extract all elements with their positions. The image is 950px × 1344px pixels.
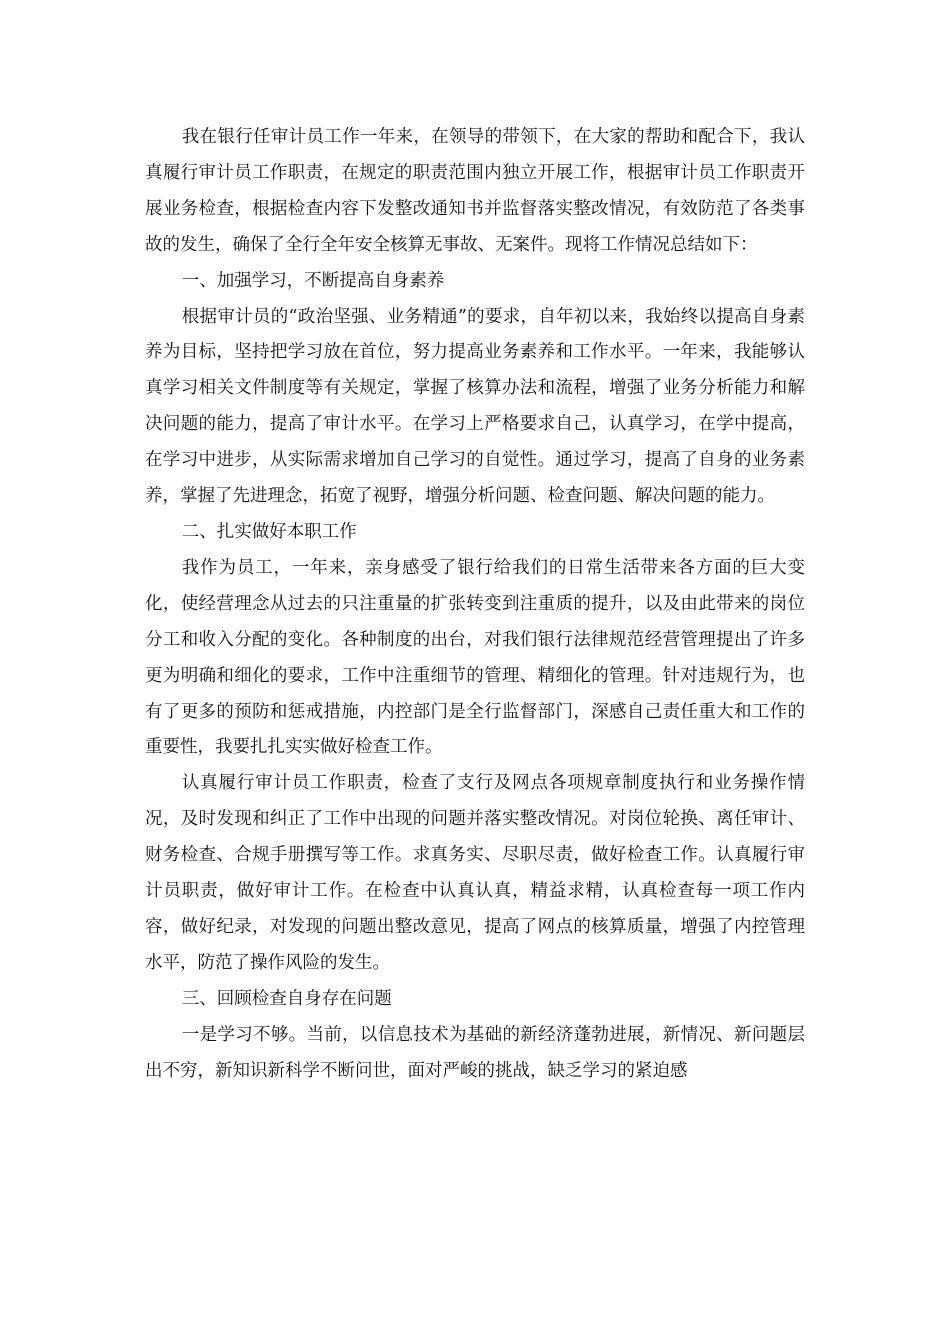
section-heading-2: 二、扎实做好本职工作	[181, 521, 357, 542]
paragraph-study: 根据审计员的“政治坚强、业务精通”的要求，自年初以来，我始终以提高自身素养为目标，坚持把学习放在首位，努力提高业务素养和工作水平。一年来，我能够认真学习相关文件制度等有关规定，掌握了核算办法和流程，增强了业务分析能力和解决问题的能力，提高了审计水平。在学习上严格要求自己，认真学习，在学中提高，在学习中进步，从实际需求增加自己学习的自觉性。通过学习，提高了自身的业务素养，掌握了先进理念，拓宽了视野，增强分析问题、检查问题、解决问题的能力。	[145, 306, 805, 507]
paragraph-problems: 一是学习不够。当前，以信息技术为基础的新经济蓬勃进展，新情况、新问题层出不穷，新知识新科学不断问世，面对严峻的挑战，缺乏学习的紧迫感	[145, 1024, 805, 1081]
paragraph-work: 我作为员工，一年来，亲身感受了银行给我们的日常生活带来各方面的巨大变化，使经营理念从过去的只注重量的扩张转变到注重质的提升，以及由此带来的岗位分工和收入分配的变化。各种制度的出台，对我们银行法律规范经营管理提出了许多更为明确和细化的要求，工作中注重细节的管理、精细化的管理。针对违规行为，也有了更多的预防和惩戒措施，内控部门是全行监督部门，深感自己责任重大和工作的重要性，我要扎扎实实做好检查工作。	[145, 557, 805, 758]
paragraph-intro: 我在银行任审计员工作一年来，在领导的带领下，在大家的帮助和配合下，我认真履行审计员工作职责，在规定的职责范围内独立开展工作，根据审计员工作职责开展业务检查，根据检查内容下发整改通知书并监督落实整改情况，有效防范了各类事故的发生，确保了全行全年安全核算无事故、无案件。现将工作情况总结如下：	[145, 127, 805, 255]
document-body	[145, 120, 805, 1089]
paragraph-duties: 认真履行审计员工作职责，检查了支行及网点各项规章制度执行和业务操作情况，及时发现和纠正了工作中出现的问题并落实整改情况。对岗位轮换、离任审计、财务检查、合规手册撰写等工作。求真务实、尽职尽责，做好检查工作。认真履行审计员职责，做好审计工作。在检查中认真认真，精益求精，认真检查每一项工作内容，做好纪录，对发现的问题出整改意见，提高了网点的核算质量，增强了内控管理水平，防范了操作风险的发生。	[145, 773, 805, 973]
section-heading-1: 一、加强学习，不断提高自身素养	[181, 270, 445, 291]
section-heading-3: 三、回顾检查自身存在问题	[181, 988, 392, 1009]
